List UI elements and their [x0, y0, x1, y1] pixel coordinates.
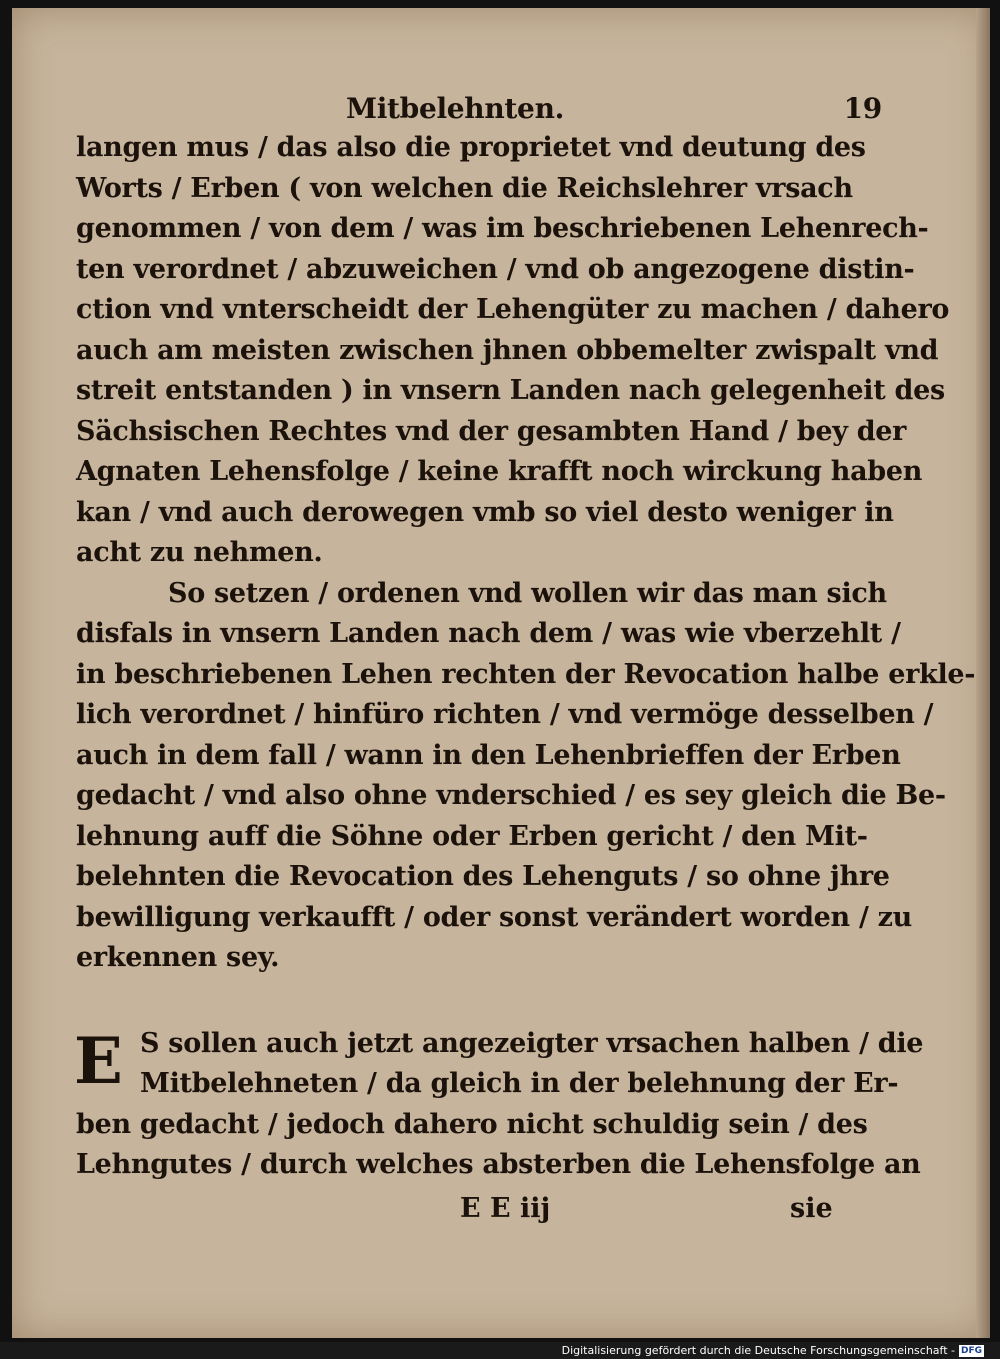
- text-line: lich verordnet / hinfüro richten / vnd vermöge desselben /: [76, 699, 934, 730]
- paragraph-3: [74, 1023, 924, 1186]
- text-line: Lehngutes / durch welches absterben die Lehensfolge an: [76, 1149, 921, 1180]
- page-number: 19: [843, 92, 882, 125]
- text-line: belehnten die Revocation des Lehenguts / so ohne jhre: [76, 861, 890, 892]
- text-line: disfals in vnsern Landen nach dem / was wie vberzehlt /: [76, 618, 901, 649]
- text-line: ction vnd vnterscheidt der Lehengüter zu machen / dahero: [76, 294, 950, 325]
- page-spine-edge: [976, 8, 990, 1338]
- text-line: acht zu nehmen.: [76, 537, 323, 568]
- text-line: bewilligung verkaufft / oder sonst verändert worden / zu: [76, 901, 912, 933]
- book-page: [12, 8, 990, 1338]
- text-line: auch in dem fall / wann in den Lehenbrieffen der Erben: [76, 739, 901, 771]
- drop-capital: E: [74, 1023, 123, 1099]
- dfg-logo-icon: DFG: [960, 1345, 982, 1356]
- paragraph-gap: [76, 979, 876, 1024]
- text-line: lehnung auff die Söhne oder Erben gericht / den Mit-: [76, 820, 868, 852]
- paragraph-1: [76, 128, 950, 574]
- catchword: sie: [790, 1193, 833, 1224]
- digitization-credit: [562, 1344, 984, 1357]
- text-line: ben gedacht / jedoch dahero nicht schuldig sein / des: [76, 1108, 868, 1140]
- text-line: S sollen auch jetzt angezeigter vrsachen halben / die: [140, 1027, 924, 1059]
- text-line: So setzen / ordenen vnd wollen wir das man sich: [168, 577, 887, 609]
- text-line: Mitbelehneten / da gleich in der belehnung der Er-: [140, 1068, 899, 1099]
- page-header: [76, 88, 882, 128]
- running-title: Mitbelehnten.: [346, 92, 565, 125]
- text-line: Worts / Erben ( von welchen die Reichslehrer vrsach: [76, 172, 853, 204]
- text-line: Agnaten Lehensfolge / keine krafft noch wirckung haben: [76, 456, 923, 487]
- text-line: streit entstanden ) in vnsern Landen nach gelegenheit des: [76, 375, 945, 406]
- text-line: ten verordnet / abzuweichen / vnd ob angezogene distin-: [76, 253, 915, 285]
- text-line: Sächsischen Rechtes vnd der gesambten Hand / bey der: [76, 415, 907, 447]
- text-line: in beschriebenen Lehen rechten der Revocation halbe erkle-: [76, 658, 976, 690]
- text-line: kan / vnd auch derowegen vmb so viel desto weniger in: [76, 496, 894, 528]
- text-line: genommen / von dem / was im beschriebenen Lehenrech-: [76, 213, 929, 244]
- credit-text: Digitalisierung gefördert durch die Deutsche Forschungsgemeinschaft -: [561, 1344, 955, 1357]
- paragraph-2: [76, 574, 976, 979]
- text-line: langen mus / das also die proprietet vnd deutung des: [76, 132, 866, 163]
- page-text-block: [74, 88, 976, 1186]
- signature-mark: E E iij: [460, 1193, 551, 1224]
- text-line: gedacht / vnd also ohne vnderschied / es sey gleich die Be-: [76, 780, 946, 811]
- text-line: erkennen sey.: [76, 942, 280, 973]
- text-line: auch am meisten zwischen jhnen obbemelter zwispalt vnd: [76, 334, 939, 366]
